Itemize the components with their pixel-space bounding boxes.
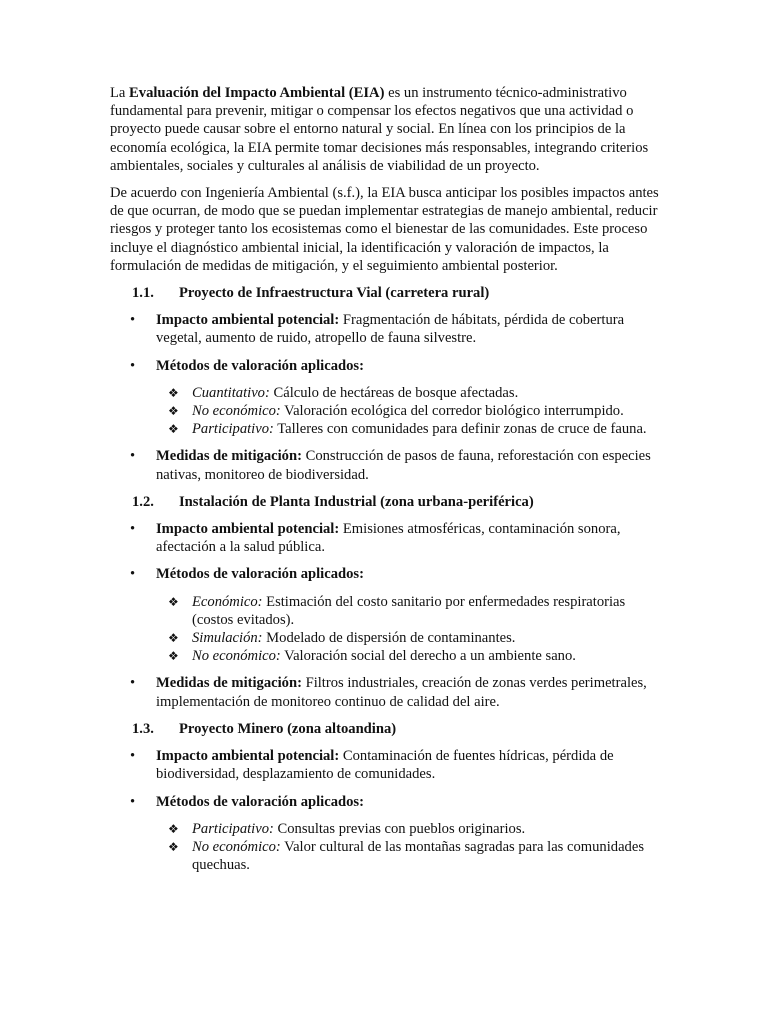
section-number: 1.3. xyxy=(132,720,154,737)
bullet-icon: • xyxy=(130,566,136,583)
mitigation-text: Filtros industriales, creación de zonas verdes perimetrales, implementación de monitoreo continuo de calidad del aire. xyxy=(156,675,647,710)
method-item xyxy=(110,384,660,402)
bullet-icon: • xyxy=(130,793,136,810)
mitigation-item xyxy=(110,674,660,710)
section-number: 1.1. xyxy=(132,285,154,302)
methods-item xyxy=(110,357,660,375)
diamond-bullet-icon: ❖ xyxy=(168,422,179,437)
intro-text-pre: La xyxy=(110,85,130,101)
method-text: Cálculo de hectáreas de bosque afectadas. xyxy=(269,384,519,401)
method-text: Talleres con comunidades para definir zonas de cruce de fauna. xyxy=(273,421,647,438)
section-title: Proyecto de Infraestructura Vial (carretera rural) xyxy=(179,285,490,302)
impact-item xyxy=(110,311,660,347)
mitigation-item xyxy=(110,447,660,483)
method-item xyxy=(110,629,660,647)
impact-text: Fragmentación de hábitats, pérdida de cobertura vegetal, aumento de ruido, atropello de fauna silvestre. xyxy=(156,312,625,347)
impact-label: Impacto ambiental potencial: xyxy=(156,312,340,329)
method-item xyxy=(110,838,660,874)
bullet-icon: • xyxy=(130,448,136,465)
impact-item xyxy=(110,747,660,783)
section-title: Instalación de Planta Industrial (zona urbana-periférica) xyxy=(179,493,534,510)
methods-item xyxy=(110,565,660,583)
section-heading xyxy=(110,493,660,511)
impact-text: Contaminación de fuentes hídricas, pérdida de biodiversidad, desplazamiento de comunidades. xyxy=(156,748,614,783)
impact-label: Impacto ambiental potencial: xyxy=(156,521,340,538)
methods-label: Métodos de valoración aplicados: xyxy=(156,357,364,374)
method-type: Participativo: xyxy=(192,820,274,837)
method-text: Valor cultural de las montañas sagradas para las comunidades quechuas. xyxy=(192,838,645,874)
intro-text-post: es un instrumento técnico-administrativo fundamental para prevenir, mitigar o compensar los efectos negativos que una actividad o proyecto puede causar sobre el entorno natural y social. En línea con los principios de la economía ecológica, la EIA permite tomar decisiones más responsables, integrando criterios ambientales, sociales y culturales al análisis de viabilidad de un proyecto. xyxy=(110,85,649,174)
intro-paragraph-1 xyxy=(110,84,660,175)
impact-label: Impacto ambiental potencial: xyxy=(156,748,340,765)
mitigation-text: Construcción de pasos de fauna, reforestación con especies nativas, monitoreo de biodiversidad. xyxy=(156,448,651,483)
eia-term: Evaluación del Impacto Ambiental (EIA) xyxy=(129,85,385,101)
section-heading xyxy=(110,720,660,738)
intro-paragraph-2: De acuerdo con Ingeniería Ambiental (s.f.), la EIA busca anticipar los posibles impactos antes de que ocurran, de modo que se puedan implementar estrategias de manejo ambiental, reducir riesgos y proteger tanto los ecosistemas como el bienestar de las comunidades. Este proceso incluye el diagnóstico ambiental inicial, la identificación y valoración de impactos, la formulación de medidas de mitigación, y el seguimiento ambiental posterior. xyxy=(110,185,659,274)
bullet-icon: • xyxy=(130,357,136,374)
bullet-icon: • xyxy=(130,675,136,692)
diamond-bullet-icon: ❖ xyxy=(168,594,179,609)
methods-item xyxy=(110,793,660,811)
method-text: Valoración social del derecho a un ambiente sano. xyxy=(280,648,576,665)
diamond-bullet-icon: ❖ xyxy=(168,631,179,646)
method-text: Valoración ecológica del corredor biológico interrumpido. xyxy=(280,403,624,420)
methods-list xyxy=(110,593,660,666)
method-type: Cuantitativo: xyxy=(192,384,270,401)
bullet-icon: • xyxy=(130,748,136,765)
methods-list xyxy=(110,384,660,439)
diamond-bullet-icon: ❖ xyxy=(168,404,179,419)
diamond-bullet-icon: ❖ xyxy=(168,821,179,836)
method-text: Consultas previas con pueblos originarios. xyxy=(273,820,526,837)
method-item xyxy=(110,420,660,438)
method-item xyxy=(110,820,660,838)
method-item xyxy=(110,402,660,420)
impact-item xyxy=(110,520,660,556)
method-text: Modelado de dispersión de contaminantes. xyxy=(262,630,516,647)
impact-text: Emisiones atmosféricas, contaminación sonora, afectación a la salud pública. xyxy=(156,521,621,556)
method-type: No económico: xyxy=(192,403,281,420)
diamond-bullet-icon: ❖ xyxy=(168,649,179,664)
section-heading xyxy=(110,284,660,302)
document-page xyxy=(110,84,660,883)
mitigation-label: Medidas de mitigación: xyxy=(156,448,302,465)
diamond-bullet-icon: ❖ xyxy=(168,839,179,854)
mitigation-label: Medidas de mitigación: xyxy=(156,675,302,692)
section-number: 1.2. xyxy=(132,493,154,510)
bullet-icon: • xyxy=(130,312,136,329)
method-item xyxy=(110,647,660,665)
methods-label: Métodos de valoración aplicados: xyxy=(156,566,364,583)
method-type: No económico: xyxy=(192,838,281,855)
method-item xyxy=(110,593,660,629)
diamond-bullet-icon: ❖ xyxy=(168,385,179,400)
methods-label: Métodos de valoración aplicados: xyxy=(156,793,364,810)
method-type: Económico: xyxy=(192,593,263,610)
method-type: Participativo: xyxy=(192,421,274,438)
method-type: No económico: xyxy=(192,648,281,665)
methods-list xyxy=(110,820,660,875)
section-title: Proyecto Minero (zona altoandina) xyxy=(179,720,397,737)
method-text: Estimación del costo sanitario por enfermedades respiratorias (costos evitados). xyxy=(192,593,626,628)
method-type: Simulación: xyxy=(192,630,263,647)
bullet-icon: • xyxy=(130,521,136,538)
